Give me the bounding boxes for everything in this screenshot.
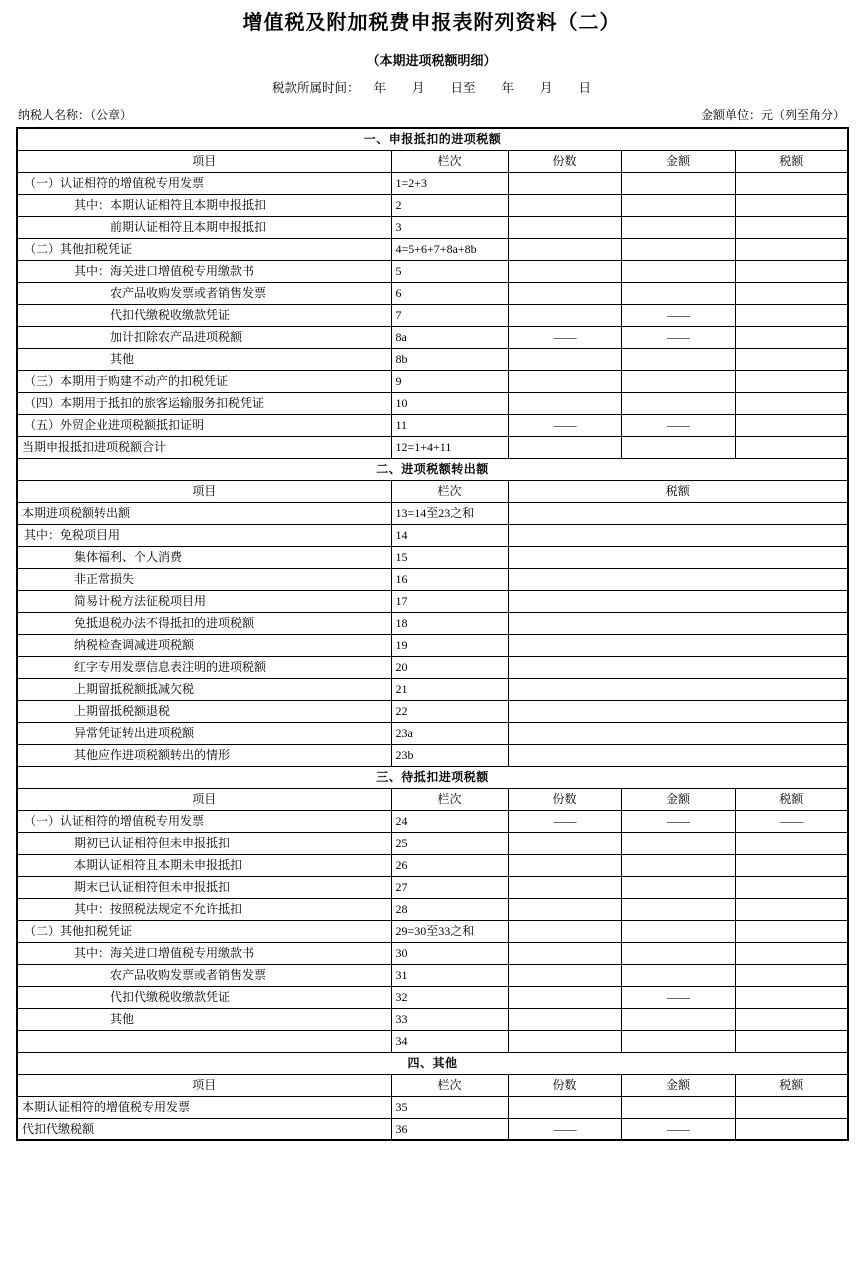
period-day-end: 日 — [578, 81, 592, 95]
row-column-number: 21 — [391, 678, 508, 700]
dash-mark: —— — [667, 418, 689, 432]
dash-mark: —— — [667, 1121, 689, 1136]
table-row — [17, 304, 848, 326]
row-column-number: 27 — [391, 876, 508, 898]
row-item-label: 代扣代缴税收缴款凭证 — [17, 986, 391, 1008]
row-count-cell — [508, 348, 621, 370]
row-tax-cell — [735, 436, 848, 458]
row-item-label: （二）其他扣税凭证 — [17, 238, 391, 260]
row-item-label: 其中：海关进口增值税专用缴款书 — [17, 260, 391, 282]
row-item-label: 上期留抵税额抵减欠税 — [17, 678, 391, 700]
row-item-label: （五）外贸企业进项税额抵扣证明 — [17, 414, 391, 436]
row-tax-cell — [508, 590, 848, 612]
table-row — [17, 1118, 848, 1140]
table-row — [17, 260, 848, 282]
row-amount-cell — [621, 392, 735, 414]
column-header-col-no: 栏次 — [391, 788, 508, 810]
table-row — [17, 744, 848, 766]
table-row — [17, 942, 848, 964]
row-amount-cell — [621, 898, 735, 920]
table-row — [17, 282, 848, 304]
row-amount-cell — [621, 238, 735, 260]
row-amount-cell — [621, 854, 735, 876]
row-tax-cell — [735, 898, 848, 920]
row-item-label: 前期认证相符且本期申报抵扣 — [17, 216, 391, 238]
row-amount-cell — [621, 964, 735, 986]
row-tax-cell — [508, 700, 848, 722]
row-column-number: 12=1+4+11 — [391, 436, 508, 458]
form-page — [0, 10, 863, 1141]
row-column-number: 18 — [391, 612, 508, 634]
section-heading-section-1: 一、申报抵扣的进项税额 — [17, 128, 848, 150]
column-header-amount: 金额 — [621, 150, 735, 172]
row-tax-cell — [735, 1096, 848, 1118]
row-count-cell — [508, 326, 621, 348]
row-column-number: 26 — [391, 854, 508, 876]
column-header-item: 项目 — [17, 788, 391, 810]
row-count-cell — [508, 942, 621, 964]
row-count-cell — [508, 964, 621, 986]
row-tax-cell — [735, 238, 848, 260]
table-row — [17, 634, 848, 656]
row-column-number: 8a — [391, 326, 508, 348]
column-header-amount: 金额 — [621, 788, 735, 810]
column-header-row — [17, 150, 848, 172]
dash-mark: —— — [553, 330, 576, 344]
row-item-label: 农产品收购发票或者销售发票 — [17, 964, 391, 986]
table-row — [17, 810, 848, 832]
column-header-tax: 税额 — [508, 480, 848, 502]
row-column-number: 13=14至23之和 — [391, 502, 508, 524]
row-item-label: 其中：海关进口增值税专用缴款书 — [17, 942, 391, 964]
row-item-label: 代扣代缴税收缴款凭证 — [17, 304, 391, 326]
row-column-number: 36 — [391, 1118, 508, 1140]
row-column-number: 5 — [391, 260, 508, 282]
row-item-label: 红字专用发票信息表注明的进项税额 — [17, 656, 391, 678]
table-row — [17, 964, 848, 986]
row-item-label: 其他应作进项税额转出的情形 — [17, 744, 391, 766]
meta-row — [18, 108, 845, 123]
row-column-number: 1=2+3 — [391, 172, 508, 194]
row-count-cell — [508, 370, 621, 392]
row-item-label: 上期留抵税额退税 — [17, 700, 391, 722]
row-amount-cell — [621, 832, 735, 854]
row-tax-cell — [735, 964, 848, 986]
row-tax-cell — [735, 304, 848, 326]
row-item-label — [17, 1030, 391, 1052]
row-item-label: 加计扣除农产品进项税额 — [17, 326, 391, 348]
page-subtitle: （本期进项税额明细） — [366, 53, 497, 68]
column-header-item: 项目 — [17, 150, 391, 172]
row-item-label: 代扣代缴税额 — [17, 1118, 391, 1140]
row-item-label: 期初已认证相符但未申报抵扣 — [17, 832, 391, 854]
section-heading-row — [17, 1052, 848, 1074]
table-row — [17, 876, 848, 898]
row-count-cell — [508, 1096, 621, 1118]
table-row — [17, 172, 848, 194]
tax-period-line — [16, 80, 847, 96]
row-item-label: （一）认证相符的增值税专用发票 — [17, 810, 391, 832]
row-column-number: 32 — [391, 986, 508, 1008]
column-header-row — [17, 480, 848, 502]
row-count-cell — [508, 810, 621, 832]
row-amount-cell — [621, 920, 735, 942]
row-amount-cell — [621, 216, 735, 238]
table-row — [17, 546, 848, 568]
row-column-number: 33 — [391, 1008, 508, 1030]
table-row — [17, 568, 848, 590]
table-row — [17, 436, 848, 458]
row-column-number: 20 — [391, 656, 508, 678]
dash-mark: —— — [553, 418, 576, 432]
row-amount-cell — [621, 810, 735, 832]
table-row — [17, 216, 848, 238]
row-item-label: 纳税检查调减进项税额 — [17, 634, 391, 656]
row-column-number: 25 — [391, 832, 508, 854]
period-year-end: 年 — [501, 81, 515, 95]
row-amount-cell — [621, 282, 735, 304]
row-item-label: 其他 — [17, 1008, 391, 1030]
row-amount-cell — [621, 370, 735, 392]
row-count-cell — [508, 260, 621, 282]
row-tax-cell — [508, 678, 848, 700]
row-amount-cell — [621, 1096, 735, 1118]
row-column-number: 29=30至33之和 — [391, 920, 508, 942]
row-column-number: 23b — [391, 744, 508, 766]
row-count-cell — [508, 854, 621, 876]
row-count-cell — [508, 876, 621, 898]
row-column-number: 19 — [391, 634, 508, 656]
row-count-cell — [508, 898, 621, 920]
row-tax-cell — [735, 282, 848, 304]
table-row — [17, 524, 848, 546]
row-column-number: 28 — [391, 898, 508, 920]
row-tax-cell — [508, 524, 848, 546]
row-item-label: （四）本期用于抵扣的旅客运输服务扣税凭证 — [17, 392, 391, 414]
row-tax-cell — [735, 172, 848, 194]
row-column-number: 31 — [391, 964, 508, 986]
row-tax-cell — [735, 348, 848, 370]
row-tax-cell — [508, 612, 848, 634]
row-count-cell — [508, 304, 621, 326]
column-header-count: 份数 — [508, 1074, 621, 1096]
table-row — [17, 1030, 848, 1052]
section-heading-section-2: 二、进项税额转出额 — [17, 458, 848, 480]
vat-input-tax-table — [16, 127, 849, 1141]
row-item-label: 本期认证相符且本期未申报抵扣 — [17, 854, 391, 876]
row-tax-cell — [508, 502, 848, 524]
row-tax-cell — [508, 568, 848, 590]
row-column-number: 8b — [391, 348, 508, 370]
column-header-tax: 税额 — [735, 150, 848, 172]
row-tax-cell — [735, 832, 848, 854]
row-tax-cell — [735, 854, 848, 876]
period-month-end: 月 — [540, 81, 553, 95]
row-amount-cell — [621, 326, 735, 348]
row-amount-cell — [621, 1008, 735, 1030]
section-heading-row — [17, 128, 848, 150]
table-row — [17, 656, 848, 678]
row-count-cell — [508, 172, 621, 194]
row-item-label: 农产品收购发票或者销售发票 — [17, 282, 391, 304]
table-row — [17, 612, 848, 634]
row-column-number: 9 — [391, 370, 508, 392]
dash-mark: —— — [667, 330, 689, 344]
table-row — [17, 1096, 848, 1118]
row-count-cell — [508, 1030, 621, 1052]
row-amount-cell — [621, 172, 735, 194]
row-item-label: （三）本期用于购建不动产的扣税凭证 — [17, 370, 391, 392]
dash-mark: —— — [667, 990, 689, 1004]
table-row — [17, 370, 848, 392]
row-amount-cell — [621, 194, 735, 216]
row-amount-cell — [621, 942, 735, 964]
row-tax-cell — [735, 1118, 848, 1140]
row-amount-cell — [621, 436, 735, 458]
section-heading-row — [17, 766, 848, 788]
row-item-label: 集体福利、个人消费 — [17, 546, 391, 568]
row-tax-cell — [735, 326, 848, 348]
column-header-item: 项目 — [17, 1074, 391, 1096]
table-row — [17, 722, 848, 744]
row-tax-cell — [735, 370, 848, 392]
table-row — [17, 678, 848, 700]
table-row — [17, 502, 848, 524]
row-tax-cell — [735, 216, 848, 238]
column-header-row — [17, 788, 848, 810]
row-column-number: 30 — [391, 942, 508, 964]
table-row — [17, 194, 848, 216]
row-column-number: 34 — [391, 1030, 508, 1052]
row-amount-cell — [621, 876, 735, 898]
row-count-cell — [508, 392, 621, 414]
dash-mark: —— — [667, 814, 689, 828]
row-amount-cell — [621, 1118, 735, 1140]
dash-mark: —— — [553, 1121, 576, 1136]
row-tax-cell — [508, 744, 848, 766]
table-row — [17, 326, 848, 348]
row-tax-cell — [508, 656, 848, 678]
row-item-label: （一）认证相符的增值税专用发票 — [17, 172, 391, 194]
column-header-amount: 金额 — [621, 1074, 735, 1096]
period-year-start: 年 — [373, 81, 386, 95]
row-count-cell — [508, 414, 621, 436]
row-item-label: 简易计税方法征税项目用 — [17, 590, 391, 612]
column-header-tax: 税额 — [735, 1074, 848, 1096]
row-column-number: 22 — [391, 700, 508, 722]
row-count-cell — [508, 238, 621, 260]
row-count-cell — [508, 216, 621, 238]
column-header-col-no: 栏次 — [391, 150, 508, 172]
row-item-label: 当期申报抵扣进项税额合计 — [17, 436, 391, 458]
table-row — [17, 986, 848, 1008]
row-tax-cell — [508, 546, 848, 568]
row-item-label: 免抵退税办法不得抵扣的进项税额 — [17, 612, 391, 634]
column-header-count: 份数 — [508, 150, 621, 172]
column-header-item: 项目 — [17, 480, 391, 502]
column-header-count: 份数 — [508, 788, 621, 810]
row-count-cell — [508, 832, 621, 854]
table-row — [17, 392, 848, 414]
table-row — [17, 414, 848, 436]
table-row — [17, 1008, 848, 1030]
dash-mark: —— — [780, 814, 803, 828]
row-item-label: 其中：免税项目用 — [17, 524, 391, 546]
period-day-start: 日至 — [450, 81, 476, 95]
row-tax-cell — [735, 1008, 848, 1030]
row-item-label: （二）其他扣税凭证 — [17, 920, 391, 942]
row-count-cell — [508, 436, 621, 458]
table-row — [17, 898, 848, 920]
row-column-number: 16 — [391, 568, 508, 590]
row-tax-cell — [735, 876, 848, 898]
table-row — [17, 348, 848, 370]
row-column-number: 23a — [391, 722, 508, 744]
row-tax-cell — [735, 986, 848, 1008]
row-count-cell — [508, 1008, 621, 1030]
row-column-number: 14 — [391, 524, 508, 546]
taxpayer-name-label: 纳税人名称：（公章） — [18, 108, 133, 122]
table-row — [17, 238, 848, 260]
row-count-cell — [508, 282, 621, 304]
row-tax-cell — [735, 942, 848, 964]
section-heading-row — [17, 458, 848, 480]
row-tax-cell — [735, 414, 848, 436]
row-item-label: 本期认证相符的增值税专用发票 — [17, 1096, 391, 1118]
row-amount-cell — [621, 1030, 735, 1052]
row-tax-cell — [735, 1030, 848, 1052]
row-item-label: 其他 — [17, 348, 391, 370]
table-row — [17, 832, 848, 854]
section-heading-section-3: 三、待抵扣进项税额 — [17, 766, 848, 788]
table-row — [17, 590, 848, 612]
row-column-number: 3 — [391, 216, 508, 238]
row-amount-cell — [621, 304, 735, 326]
row-column-number: 6 — [391, 282, 508, 304]
row-tax-cell — [508, 634, 848, 656]
row-column-number: 7 — [391, 304, 508, 326]
row-tax-cell — [735, 260, 848, 282]
row-item-label: 异常凭证转出进项税额 — [17, 722, 391, 744]
column-header-col-no: 栏次 — [391, 1074, 508, 1096]
row-amount-cell — [621, 348, 735, 370]
row-tax-cell — [735, 392, 848, 414]
row-column-number: 24 — [391, 810, 508, 832]
amount-unit-label: 金额单位：元（列至角分） — [700, 108, 845, 122]
tax-period-label: 税款所属时间： — [271, 81, 360, 95]
table-row — [17, 700, 848, 722]
row-column-number: 35 — [391, 1096, 508, 1118]
row-tax-cell — [735, 920, 848, 942]
row-count-cell — [508, 1118, 621, 1140]
row-column-number: 10 — [391, 392, 508, 414]
row-tax-cell — [508, 722, 848, 744]
page-title: 增值税及附加税费申报表附列资料（二） — [242, 12, 621, 34]
row-count-cell — [508, 920, 621, 942]
row-amount-cell — [621, 986, 735, 1008]
row-column-number: 15 — [391, 546, 508, 568]
row-item-label: 期末已认证相符但未申报抵扣 — [17, 876, 391, 898]
row-item-label: 非正常损失 — [17, 568, 391, 590]
row-column-number: 4=5+6+7+8a+8b — [391, 238, 508, 260]
row-column-number: 2 — [391, 194, 508, 216]
row-item-label: 其中：本期认证相符且本期申报抵扣 — [17, 194, 391, 216]
row-amount-cell — [621, 260, 735, 282]
table-row — [17, 854, 848, 876]
row-count-cell — [508, 194, 621, 216]
row-tax-cell — [735, 810, 848, 832]
row-item-label: 其中：按照税法规定不允许抵扣 — [17, 898, 391, 920]
row-column-number: 11 — [391, 414, 508, 436]
column-header-tax: 税额 — [735, 788, 848, 810]
column-header-col-no: 栏次 — [391, 480, 508, 502]
row-item-label: 本期进项税额转出额 — [17, 502, 391, 524]
period-month-start: 月 — [411, 81, 425, 95]
table-row — [17, 920, 848, 942]
row-amount-cell — [621, 414, 735, 436]
section-heading-section-4: 四、其他 — [17, 1052, 848, 1074]
row-count-cell — [508, 986, 621, 1008]
dash-mark: —— — [553, 814, 576, 828]
dash-mark: —— — [667, 308, 689, 322]
row-tax-cell — [735, 194, 848, 216]
row-column-number: 17 — [391, 590, 508, 612]
column-header-row — [17, 1074, 848, 1096]
